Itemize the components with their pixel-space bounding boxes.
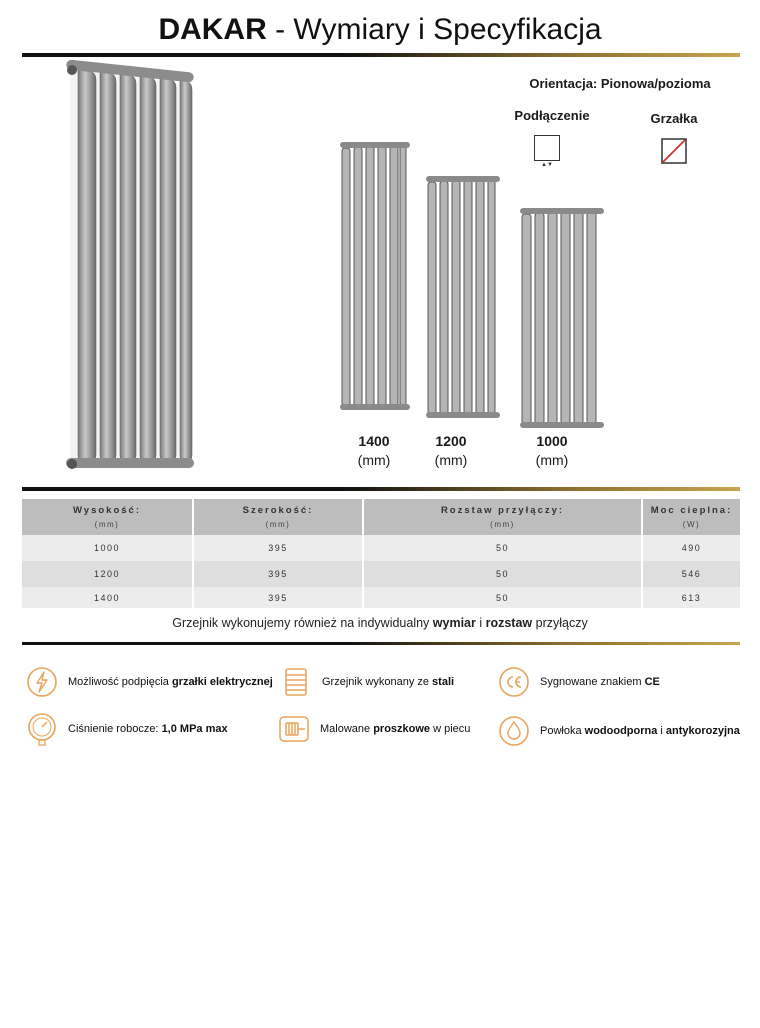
header-height: Wysokość: (mm): [22, 499, 193, 535]
ce-icon: [498, 666, 530, 698]
table-row: [22, 587, 740, 608]
section-divider-bottom: [22, 642, 740, 645]
cell-power: 546: [642, 561, 740, 587]
radiator-1200-image: [424, 174, 502, 420]
water-drop-icon: [498, 715, 530, 747]
section-divider-top: [22, 487, 740, 491]
title-divider: [22, 53, 740, 57]
radiator-1400-image: [338, 140, 412, 412]
size-1400-unit: (mm): [357, 452, 391, 468]
connection-arrows: ▲▼: [541, 162, 553, 168]
size-1200-unit: (mm): [434, 452, 468, 468]
table-header-row: [22, 499, 740, 535]
table-row: [22, 561, 740, 587]
cell-width: 395: [193, 587, 363, 608]
feature-steel: Grzejnik wykonany ze stali: [280, 666, 454, 698]
radiator-main-image: [40, 62, 220, 474]
cell-width: 395: [193, 535, 363, 561]
feature-heater: Możliwość podpięcia grzałki elektrycznej: [26, 666, 273, 698]
brand-name: DAKAR: [158, 13, 267, 46]
feature-powder: Malowane proszkowe w piecu: [278, 713, 470, 745]
connection-icon: [534, 135, 560, 161]
size-1200-height: 1200: [435, 433, 467, 449]
page-title: [0, 12, 760, 48]
connection-label: Podłączenie: [514, 108, 590, 123]
feature-coating: Powłoka wodoodporna i antykorozyjna: [498, 715, 740, 747]
feature-pressure: Ciśnienie robocze: 1,0 MPa max: [26, 713, 228, 745]
custom-size-note: Grzejnik wykonujemy również na indywidualny wymiar i rozstaw przyłączy: [172, 616, 588, 630]
size-1000-unit: (mm): [535, 452, 569, 468]
size-1000-height: 1000: [536, 433, 568, 449]
pressure-gauge-icon: [26, 713, 58, 745]
cell-height: 1200: [22, 561, 193, 587]
radiator-1000-image: [518, 206, 606, 430]
header-power: Moc cieplna: (W): [642, 499, 740, 535]
size-1400-height: 1400: [358, 433, 390, 449]
cell-height: 1400: [22, 587, 193, 608]
cell-height: 1000: [22, 535, 193, 561]
radiator-icon: [280, 666, 312, 698]
orientation-label: Orientacja: Pionowa/pozioma: [529, 76, 711, 91]
heater-icon: [661, 138, 687, 164]
table-row: [22, 535, 740, 561]
cell-spacing: 50: [363, 587, 642, 608]
spec-table: [22, 499, 740, 608]
header-spacing: Rozstaw przyłączy: (mm): [363, 499, 642, 535]
cell-width: 395: [193, 561, 363, 587]
powder-paint-icon: [278, 713, 310, 745]
heater-label: Grzałka: [650, 111, 698, 126]
cell-spacing: 50: [363, 561, 642, 587]
cell-spacing: 50: [363, 535, 642, 561]
feature-ce: Sygnowane znakiem CE: [498, 666, 660, 698]
cell-power: 490: [642, 535, 740, 561]
lightning-icon: [26, 666, 58, 698]
cell-power: 613: [642, 587, 740, 608]
title-text: - Wymiary i Specyfikacja: [266, 13, 602, 46]
header-width: Szerokość: (mm): [193, 499, 363, 535]
